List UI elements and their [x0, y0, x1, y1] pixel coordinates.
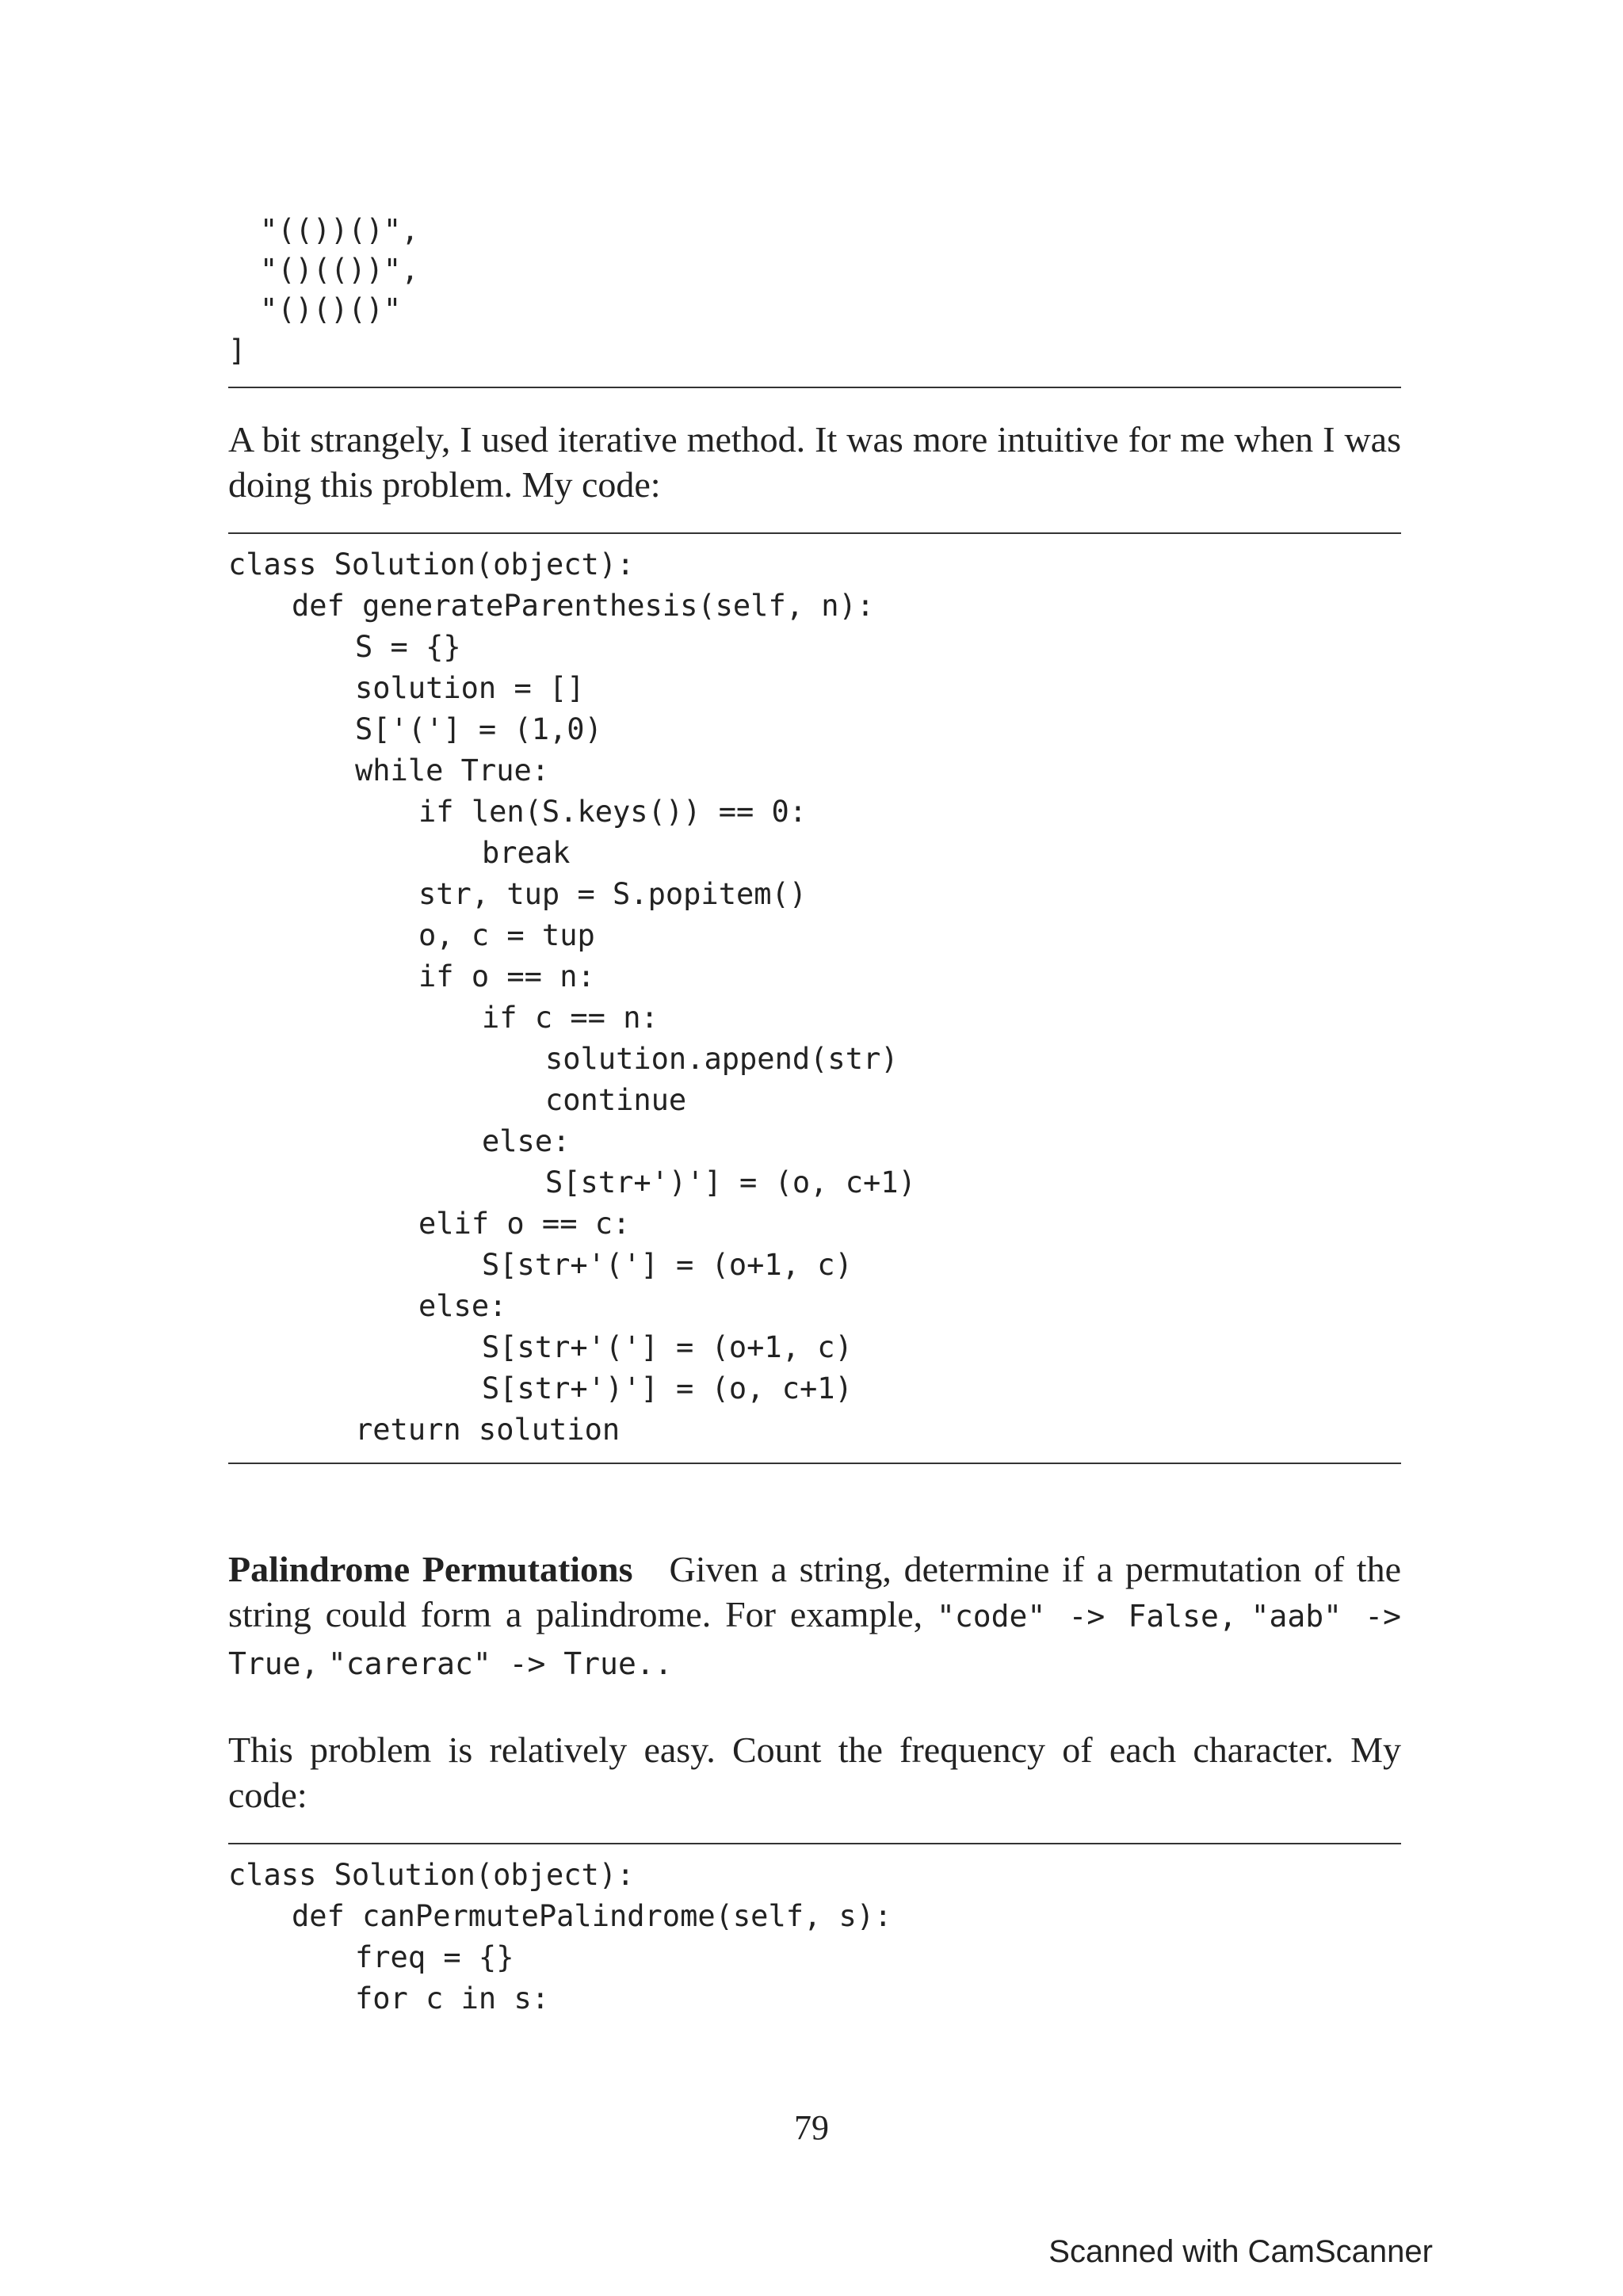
code-line: class Solution(object): [228, 1858, 635, 1892]
code-line: if o == n: [418, 959, 595, 994]
code-line: "(())()", [260, 213, 419, 247]
divider [228, 387, 1401, 388]
code-line: else: [418, 1289, 507, 1323]
code-line: continue [545, 1083, 687, 1117]
code-line: ] [228, 334, 246, 368]
divider [228, 532, 1401, 534]
code-line: if c == n: [482, 1001, 659, 1035]
divider [228, 1843, 1401, 1844]
code-line: return solution [355, 1413, 621, 1447]
code-line: elif o == c: [418, 1207, 631, 1241]
page-number: 79 [794, 2108, 829, 2147]
code-line: S[str+'('] = (o+1, c) [482, 1330, 853, 1364]
code-line: S = {} [355, 630, 461, 664]
code-line: else: [482, 1124, 571, 1158]
code-line: S['('] = (1,0) [355, 712, 602, 746]
code-line: class Solution(object): [228, 547, 635, 582]
paragraph-text: This problem is relatively easy. Count the frequency of each character. My code: [228, 1730, 1401, 1815]
code-line: break [482, 836, 571, 870]
code-line: S[str+'('] = (o+1, c) [482, 1248, 853, 1282]
code-line: def generateParenthesis(self, n): [292, 589, 875, 623]
section-body: Given a string, determine if a permutation of the string could form a palindrome. For example, [228, 1549, 1401, 1634]
code-line: freq = {} [355, 1940, 514, 1974]
code-line: str, tup = S.popitem() [418, 877, 808, 911]
example-code: "carerac" -> True.. [327, 1646, 673, 1681]
example-code: "aab" -> True, [228, 1599, 1402, 1681]
paragraph-text: A bit strangely, I used iterative method. It was more intuitive for me when I was doing this problem. My code: [228, 419, 1401, 505]
section-heading: Palindrome Permutations [228, 1549, 633, 1589]
code-line: "()(())", [260, 253, 419, 287]
code-line: if len(S.keys()) == 0: [418, 795, 808, 829]
code-line: def canPermutePalindrome(self, s): [292, 1899, 892, 1933]
palindrome-section [228, 1547, 1401, 1687]
code-line: for c in s: [355, 1981, 550, 2016]
paragraph-easy [228, 1727, 1401, 1817]
code-line: S[str+')'] = (o, c+1) [545, 1165, 916, 1199]
paragraph-iterative [228, 417, 1401, 507]
code-line: "()()()" [260, 292, 402, 326]
code-line: while True: [355, 753, 550, 788]
code-line: o, c = tup [418, 918, 595, 952]
divider [228, 1463, 1401, 1464]
example-code: "code" -> False, [937, 1599, 1237, 1634]
scanner-watermark: Scanned with CamScanner [1048, 2234, 1433, 2269]
code-line: solution = [] [355, 671, 585, 705]
code-line: solution.append(str) [545, 1042, 899, 1076]
code-line: S[str+')'] = (o, c+1) [482, 1371, 853, 1405]
